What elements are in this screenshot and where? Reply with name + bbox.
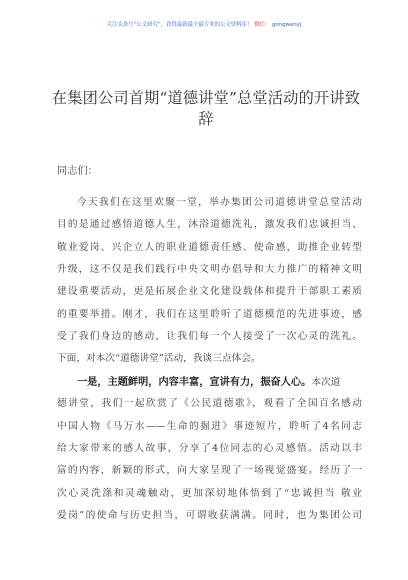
para1-line: 今天我们在这里欢聚一堂，举办集团公司道德讲堂总堂活动 [77, 197, 362, 208]
promo-text: 关注头条号“公文研究”，获得最新最全最专业的公文资料库！ [106, 22, 253, 28]
paragraph-2 [57, 371, 362, 527]
para2-line: 爱岗”的使命与历史担当，可谓收获满满。同时，也为集团公司 [57, 510, 362, 522]
para2-line: 德讲堂，我们一起欣赏了《公民道德歌》，观看了全国百名感动 [57, 398, 362, 410]
para2-first-line [57, 371, 362, 393]
para1-line: 下面，对本次“道德讲堂”活动，我谈三点体会。 [57, 353, 261, 365]
para2-line: 中国人物《马万水——生命的掘进》事迹短片，聆听了4名同志 [57, 420, 362, 432]
wechat-label: 微信： [254, 22, 271, 28]
paragraph-1 [57, 192, 362, 371]
para1-line: 的重要举措。刚才，我们在这里聆听了道德模范的先进事迹，感 [57, 308, 362, 320]
para2-line: 给大家带来的感人故事，分享了4位同志的心灵感悟。活动以丰 [57, 443, 362, 455]
para1-line: 敬业爱岗、兴企立人的职业道德责任感、使命感，助推企业转型 [57, 241, 362, 253]
para2-lead-rest: 本次道 [311, 377, 341, 388]
para2-line: 富的内容，新颖的形式，向大家呈现了一场视觉盛宴。经历了一 [57, 465, 362, 477]
para1-line: 建设重要活动，更是拓展企业文化建设载体和提升干部职工素质 [57, 286, 362, 298]
point-one-heading: 一是，主题鲜明，内容丰富，宣讲有力，振奋人心。 [77, 376, 312, 388]
salutation: 同志们： [57, 166, 98, 177]
document-title: 在集团公司首期“道德讲堂”总堂活动的开讲致辞 [51, 89, 361, 128]
wechat-id: gongwenyj [271, 22, 302, 28]
para1-line: 目的是通过感悟道德人生，沐浴道德洗礼，激发我们忠诚担当、 [57, 219, 362, 231]
para1-line: 升级，这不仅是我们践行中央文明办倡导和大力推广的精神文明 [57, 264, 362, 276]
para2-line: 次心灵洗涤和灵魂触动，更加深切地体悟到了“忠诚担当 敬业 [57, 487, 362, 499]
header-promo-note [0, 21, 408, 29]
para1-line: 受了我们身边的感动，让我们每一个人接受了一次心灵的洗礼。 [57, 331, 362, 343]
